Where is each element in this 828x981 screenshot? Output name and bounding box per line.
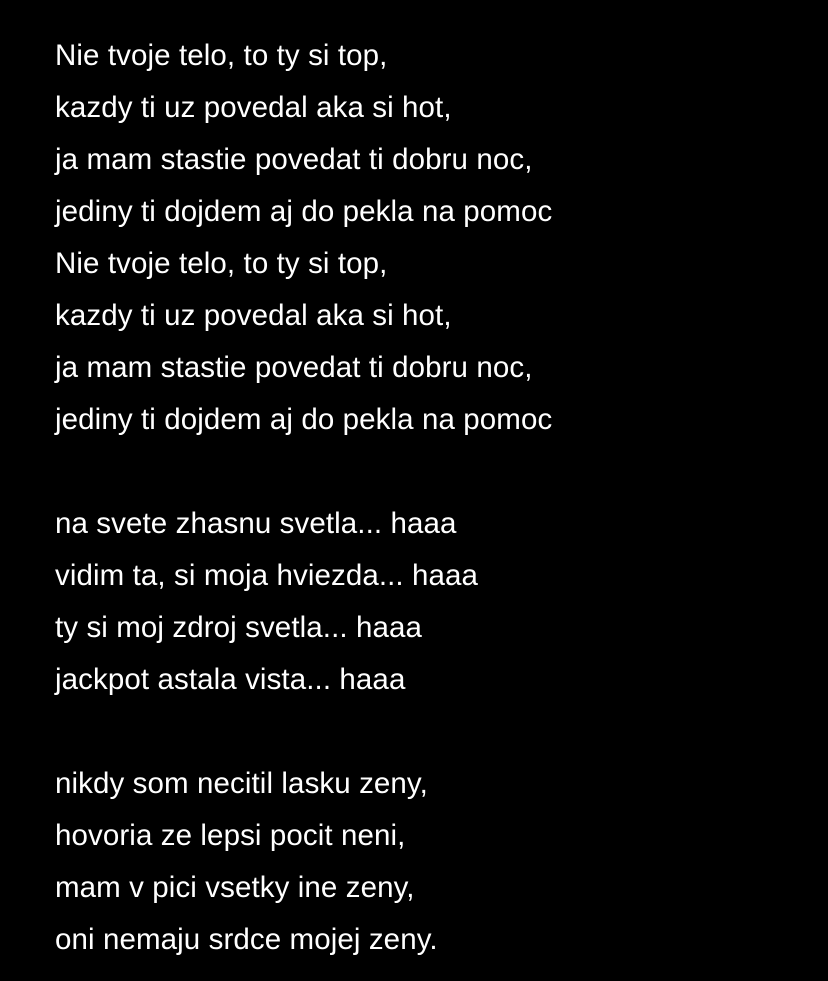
text-line: ja mam stastie povedat ti dobru noc, xyxy=(55,351,533,384)
text-line: jediny ti dojdem aj do pekla na pomoc xyxy=(55,195,553,228)
stanza-3 xyxy=(55,758,815,966)
text-line: vidim ta, si moja hviezda... haaa xyxy=(55,559,479,592)
text-line: hovoria ze lepsi pocit neni, xyxy=(55,819,406,852)
blank-line xyxy=(55,706,815,758)
text-line: na svete zhasnu svetla... haaa xyxy=(55,507,457,540)
text-line: kazdy ti uz povedal aka si hot, xyxy=(55,299,452,332)
text-line: jackpot astala vista... haaa xyxy=(55,663,406,696)
text-line: kazdy ti uz povedal aka si hot, xyxy=(55,91,452,124)
note-body[interactable] xyxy=(55,30,815,966)
text-line: nikdy som necitil lasku zeny, xyxy=(55,767,428,800)
text-line: Nie tvoje telo, to ty si top, xyxy=(55,39,388,72)
blank-line xyxy=(55,446,815,498)
text-line: ja mam stastie povedat ti dobru noc, xyxy=(55,143,533,176)
stanza-2 xyxy=(55,498,815,706)
stanza-1 xyxy=(55,30,815,446)
text-line: ty si moj zdroj svetla... haaa xyxy=(55,611,422,644)
text-line: Nie tvoje telo, to ty si top, xyxy=(55,247,388,280)
text-line: mam v pici vsetky ine zeny, xyxy=(55,871,415,904)
text-line: oni nemaju srdce mojej zeny. xyxy=(55,923,438,956)
text-line: jediny ti dojdem aj do pekla na pomoc xyxy=(55,403,553,436)
